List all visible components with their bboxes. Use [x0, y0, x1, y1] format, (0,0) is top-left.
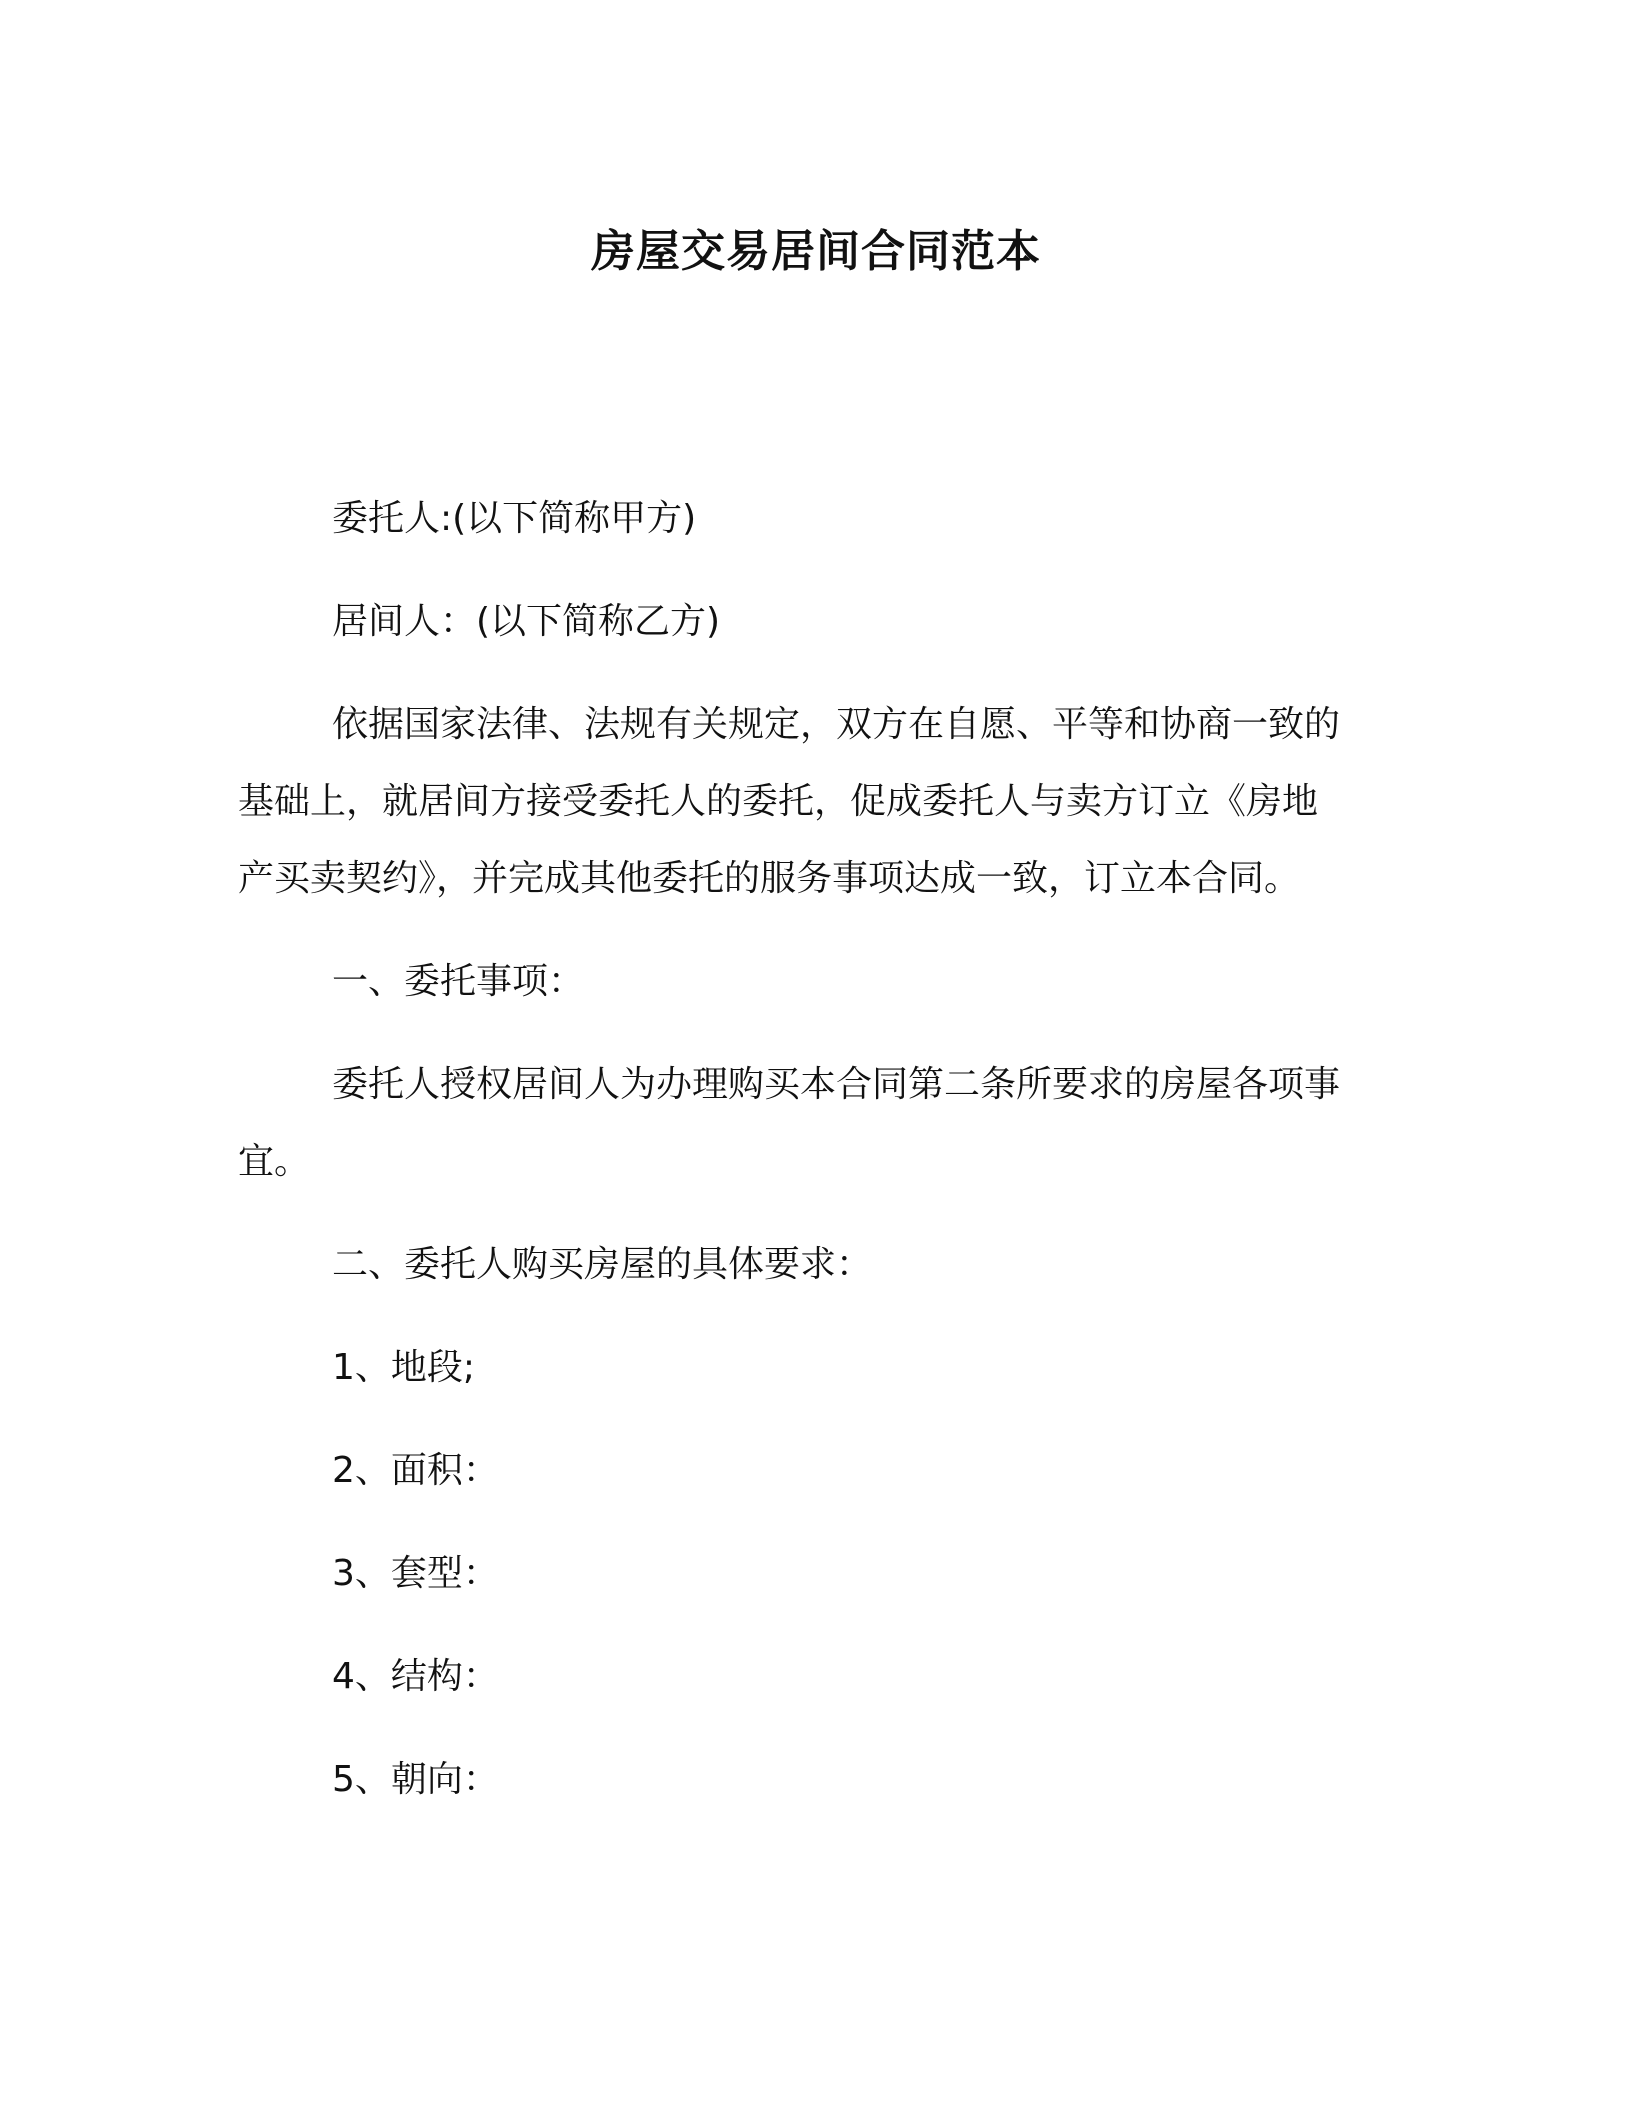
document-title: 房屋交易居间合同范本: [591, 226, 1041, 277]
client-line: 委托人:(以下简称甲方): [332, 498, 697, 539]
requirement-item: 5、朝向：: [332, 1759, 499, 1800]
section1-body-line-1: 委托人授权居间人为办理购买本合同第二条所要求的房屋各项事: [332, 1064, 1341, 1105]
requirement-item: 1、地段;: [332, 1347, 476, 1388]
section2-heading: 二、委托人购买房屋的具体要求：: [332, 1244, 873, 1285]
section1-body-line-2: 宜。: [238, 1141, 311, 1182]
section1-heading: 一、委托事项：: [332, 961, 585, 1002]
requirement-item: 3、套型：: [332, 1553, 499, 1594]
preamble-line-2: 基础上，就居间方接受委托人的委托，促成委托人与卖方订立《房地: [238, 781, 1319, 822]
preamble-line-3: 产买卖契约》，并完成其他委托的服务事项达成一致，订立本合同。: [238, 858, 1301, 899]
broker-line: 居间人：(以下简称乙方): [332, 601, 721, 642]
requirement-item: 2、面积：: [332, 1450, 499, 1491]
requirement-item: 4、结构：: [332, 1656, 499, 1697]
preamble-line-1: 依据国家法律、法规有关规定，双方在自愿、平等和协商一致的: [332, 704, 1341, 745]
